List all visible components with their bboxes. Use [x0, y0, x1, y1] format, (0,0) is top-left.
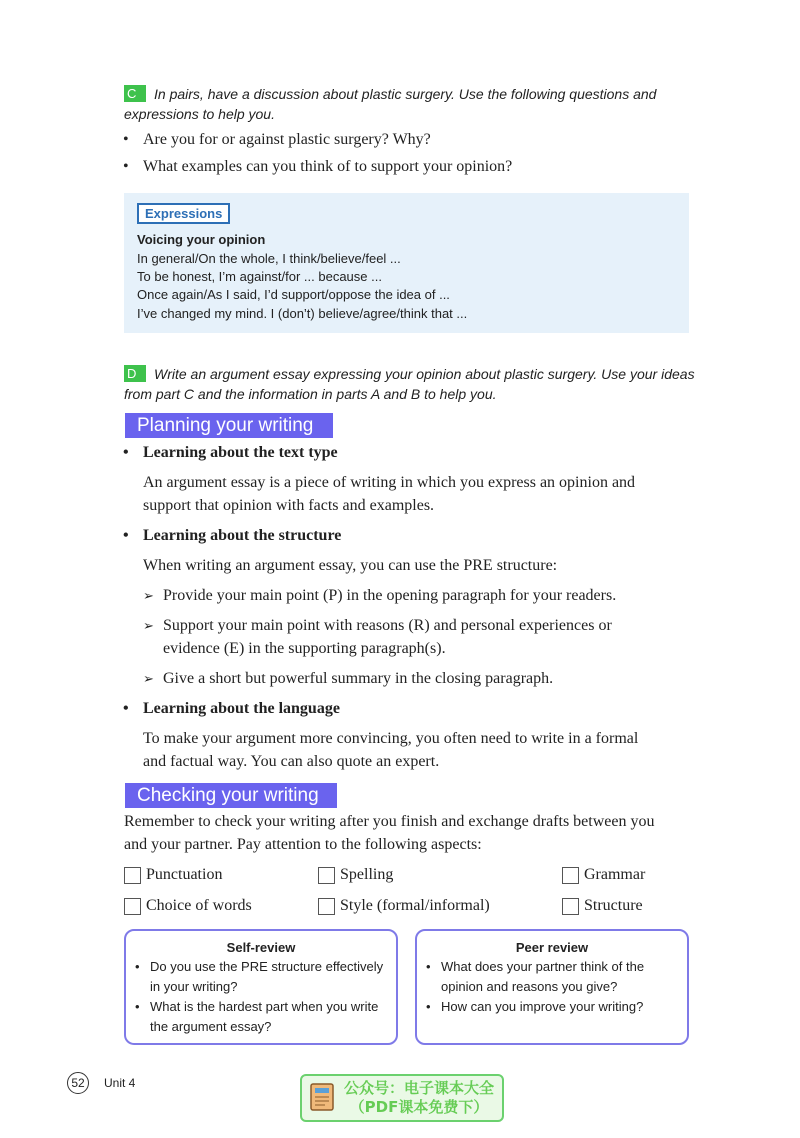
checklist-label: Structure	[584, 897, 643, 914]
text-type-line-2: support that opinion with facts and examples.	[143, 497, 435, 514]
part-c-bullet-text: What examples can you think of to support your opinion?	[143, 158, 513, 175]
self-review-text: What is the hardest part when you write	[150, 999, 379, 1014]
structure-intro: When writing an argument essay, you can use the PRE structure:	[143, 557, 558, 574]
bullet-icon: •	[426, 959, 431, 974]
expression-line-4: I’ve changed my mind. I (don’t) believe/agree/think that ...	[137, 306, 468, 321]
bullet-icon: •	[123, 444, 129, 461]
part-d-instruction-line1: Write an argument essay expressing your opinion about plastic surgery. Use your ideas	[154, 366, 695, 382]
structure-point-1	[143, 584, 616, 608]
bullet-icon: •	[426, 999, 431, 1014]
bullet-icon: •	[123, 131, 129, 148]
checkbox-icon[interactable]	[124, 867, 141, 884]
bullet-icon: •	[135, 959, 140, 974]
peer-review-text: How can you improve your writing?	[441, 999, 644, 1014]
language-heading	[123, 697, 340, 720]
self-review-line-1	[135, 957, 396, 977]
checklist-style[interactable]	[318, 897, 490, 915]
structure-point-text: Provide your main point (P) in the opening paragraph for your readers.	[163, 587, 617, 604]
expression-line-3: Once again/As I said, I’d support/oppose the idea of ...	[137, 287, 450, 302]
checklist-choice-of-words[interactable]	[124, 897, 252, 915]
bullet-icon: •	[135, 999, 140, 1014]
peer-review-box	[415, 929, 689, 1045]
part-c-bullet-1	[123, 131, 431, 149]
checklist-label: Spelling	[340, 866, 394, 883]
checklist-label: Choice of words	[146, 897, 252, 914]
peer-review-title: Peer review	[515, 940, 589, 955]
checking-intro-line-2: and your partner. Pay attention to the following aspects:	[124, 836, 482, 853]
watermark-line-1: 公众号：电子课本大全	[343, 1079, 494, 1097]
structure-point-2	[143, 614, 612, 638]
structure-point-3	[143, 667, 553, 691]
text-type-line-1: An argument essay is a piece of writing in which you express an opinion and	[143, 474, 636, 491]
text-type-heading-text: Learning about the text type	[143, 444, 338, 461]
checkbox-icon[interactable]	[318, 867, 335, 884]
part-c-bullet-2	[123, 158, 512, 176]
page-number: 52	[67, 1072, 89, 1094]
peer-review-line-3	[426, 997, 687, 1017]
self-review-text: Do you use the PRE structure effectively	[150, 959, 384, 974]
part-c-instruction	[124, 84, 704, 124]
part-c-badge: C	[124, 85, 146, 102]
structure-point-text: Support your main point with reasons (R) and personal experiences or	[163, 617, 612, 634]
checklist-punctuation[interactable]	[124, 866, 222, 884]
self-review-line-2: in your writing?	[150, 979, 238, 994]
structure-heading-text: Learning about the structure	[143, 527, 342, 544]
checkbox-icon[interactable]	[562, 898, 579, 915]
part-c-instruction-line2: expressions to help you.	[124, 106, 275, 122]
checkbox-icon[interactable]	[318, 898, 335, 915]
structure-point-2-cont: evidence (E) in the supporting paragraph(s).	[163, 640, 446, 657]
expression-line-2: To be honest, I’m against/for ... because ...	[137, 269, 382, 284]
checklist-grammar[interactable]	[562, 866, 645, 884]
planning-section-title: Planning your writing	[125, 413, 333, 438]
part-c-instruction-line1: In pairs, have a discussion about plastic surgery. Use the following questions and	[154, 86, 657, 102]
arrow-bullet-icon: ➢	[143, 619, 154, 634]
checklist-structure[interactable]	[562, 897, 643, 915]
structure-heading	[123, 524, 341, 547]
self-review-line-3	[135, 997, 396, 1017]
peer-review-line-2: opinion and reasons you give?	[441, 979, 618, 994]
checkbox-icon[interactable]	[124, 898, 141, 915]
self-review-title: Self-review	[226, 940, 296, 955]
peer-review-text: What does your partner think of the	[441, 959, 645, 974]
expressions-heading: Voicing your opinion	[137, 232, 266, 247]
language-line-2: and factual way. You can also quote an expert.	[143, 753, 440, 770]
expression-line-1: In general/On the whole, I think/believe/feel ...	[137, 251, 401, 266]
part-d-instruction-line2: from part C and the information in parts A and B to help you.	[124, 386, 497, 402]
checklist-label: Punctuation	[146, 866, 223, 883]
watermark-line-2: （PDF课本免费下）	[349, 1098, 489, 1116]
checking-section-title: Checking your writing	[125, 783, 337, 808]
checkbox-icon[interactable]	[562, 867, 579, 884]
part-c-bullet-text: Are you for or against plastic surgery? Why?	[143, 131, 431, 148]
arrow-bullet-icon: ➢	[143, 589, 154, 604]
unit-label: Unit 4	[104, 1076, 136, 1090]
book-icon	[308, 1080, 338, 1114]
text-type-heading	[123, 441, 338, 464]
structure-point-text: Give a short but powerful summary in the closing paragraph.	[163, 670, 554, 687]
arrow-bullet-icon: ➢	[143, 672, 154, 687]
language-line-1: To make your argument more convincing, you often need to write in a formal	[143, 730, 639, 747]
checklist-spelling[interactable]	[318, 866, 393, 884]
expressions-tag: Expressions	[137, 203, 230, 224]
watermark-badge	[300, 1074, 504, 1122]
checklist-label: Style (formal/informal)	[340, 897, 490, 914]
checking-intro-line-1: Remember to check your writing after you finish and exchange drafts between you	[124, 813, 655, 830]
bullet-icon: •	[123, 700, 129, 717]
peer-review-line-1	[426, 957, 687, 977]
bullet-icon: •	[123, 527, 129, 544]
checklist-label: Grammar	[584, 866, 646, 883]
part-d-badge: D	[124, 365, 146, 382]
bullet-icon: •	[123, 158, 129, 175]
self-review-line-4: the argument essay?	[150, 1019, 272, 1034]
language-heading-text: Learning about the language	[143, 700, 340, 717]
part-d-instruction	[124, 364, 704, 404]
self-review-box	[124, 929, 398, 1045]
